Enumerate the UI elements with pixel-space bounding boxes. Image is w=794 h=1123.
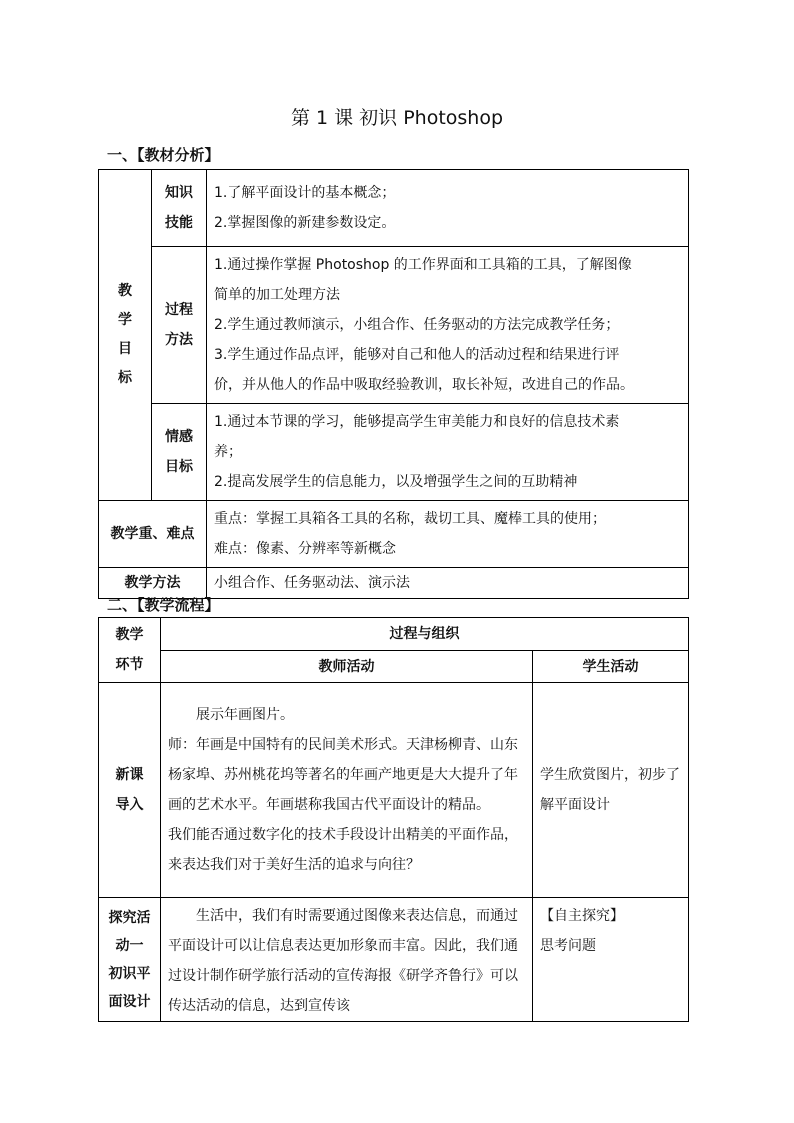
- emotion-line: 1.通过本节课的学习，能够提高学生审美能力和良好的信息技术素: [214, 414, 620, 430]
- teacher-activity-intro: [161, 683, 533, 898]
- knowledge-label: [152, 170, 207, 247]
- student-activity-text: 学生欣赏图片，初步了解平面设计: [540, 767, 680, 813]
- knowledge-label-line: 知识: [165, 185, 193, 201]
- flow-row-intro: [99, 683, 689, 898]
- emotion-line: 2.提高发展学生的信息能力，以及增强学生之间的互助精神: [214, 474, 578, 490]
- process-org-header: 过程与组织: [161, 618, 689, 651]
- process-line: 简单的加工处理方法: [214, 287, 340, 303]
- keypoints-content: [207, 501, 689, 568]
- knowledge-row: [99, 170, 689, 247]
- stage-header: [99, 618, 161, 683]
- objectives-label: [99, 170, 152, 501]
- stage-intro-line: 导入: [115, 797, 144, 813]
- knowledge-line: 1.了解平面设计的基本概念；: [214, 185, 396, 201]
- stage-explore: [99, 898, 161, 1022]
- process-line: 价，并从他人的作品中吸取经验教训，取长补短，改进自己的作品。: [214, 377, 634, 393]
- objectives-label-char: 目: [118, 341, 132, 357]
- teacher-paragraph: 展示年画图片。: [196, 707, 294, 723]
- method-content: [207, 568, 689, 599]
- student-activity-intro: [533, 683, 689, 898]
- objectives-label-char: 标: [118, 370, 132, 386]
- teacher-paragraph: 师：年画是中国特有的民间美术形式。天津杨柳青、山东杨家埠、苏州桃花坞等著名的年画产地更是大大提升了年画的艺术水平。年画堪称我国古代平面设计的精品。: [168, 737, 518, 813]
- teacher-paragraph: 我们能否通过数字化的技术手段设计出精美的平面作品，来表达我们对于美好生活的追求与向往？: [168, 827, 518, 873]
- process-content: [207, 247, 689, 404]
- keypoints-row: [99, 501, 689, 568]
- process-label: [152, 247, 207, 404]
- stage-explore-line: 探究活: [108, 909, 151, 926]
- flow-header-row: [99, 618, 689, 651]
- keypoints-label: 教学重、难点: [99, 501, 207, 568]
- knowledge-line: 2.掌握图像的新建参数设定。: [214, 215, 396, 231]
- keypoints-line: 难点：像素、分辨率等新概念: [214, 541, 396, 557]
- stage-explore-line: 动一: [115, 937, 144, 954]
- process-label-line: 过程: [165, 302, 193, 318]
- process-row: [99, 247, 689, 404]
- emotion-label: [152, 404, 207, 501]
- emotion-label-line: 情感: [165, 429, 193, 445]
- emotion-row: [99, 404, 689, 501]
- stage-header-line: 环节: [115, 657, 144, 673]
- student-activity-explore: [533, 898, 689, 1022]
- stage-intro: [99, 683, 161, 898]
- student-activity-header: 学生活动: [533, 651, 689, 683]
- method-label: 教学方法: [99, 568, 207, 599]
- teacher-activity-explore: [161, 898, 533, 1022]
- teacher-paragraph: 生活中，我们有时需要通过图像来表达信息，而通过平面设计可以让信息表达更加形象而丰富。因此，我们通过设计制作研学旅行活动的宣传海报《研学齐鲁行》可以传达活动的信息，达到宣传该: [168, 908, 518, 1014]
- stage-header-line: 教学: [115, 627, 144, 643]
- process-line: 3.学生通过作品点评，能够对自己和他人的活动过程和结果进行评: [214, 347, 620, 363]
- knowledge-label-line: 技能: [165, 215, 193, 231]
- method-text: 小组合作、任务驱动法、演示法: [214, 575, 410, 591]
- flow-subheader-row: [99, 651, 689, 683]
- student-activity-text: 思考问题: [540, 938, 596, 954]
- process-line: 2.学生通过教师演示，小组合作、任务驱动的方法完成教学任务；: [214, 317, 620, 333]
- objectives-label-char: 学: [118, 312, 132, 328]
- process-line: 1.通过操作掌握 Photoshop 的工作界面和工具箱的工具，了解图像: [214, 257, 632, 273]
- flow-row-explore: [99, 898, 689, 1022]
- knowledge-content: [207, 170, 689, 247]
- objectives-label-char: 教: [118, 283, 132, 299]
- section-heading-flow: 二、【教学流程】: [107, 596, 220, 614]
- process-label-line: 方法: [165, 332, 193, 348]
- flow-table: [98, 617, 689, 1022]
- analysis-table: [98, 169, 689, 599]
- page-title: 第 1 课 初识 Photoshop: [290, 107, 504, 129]
- keypoints-line: 重点：掌握工具箱各工具的名称，裁切工具、魔棒工具的使用；: [214, 511, 606, 527]
- stage-explore-line: 初识平: [108, 965, 151, 982]
- section-heading-analysis: 一、【教材分析】: [107, 146, 220, 164]
- stage-explore-line: 面设计: [108, 993, 151, 1010]
- student-activity-heading: 【自主探究】: [540, 908, 624, 924]
- emotion-line: 养；: [214, 444, 242, 460]
- emotion-content: [207, 404, 689, 501]
- emotion-label-line: 目标: [165, 459, 193, 475]
- stage-intro-line: 新课: [115, 767, 144, 783]
- teacher-activity-header: 教师活动: [161, 651, 533, 683]
